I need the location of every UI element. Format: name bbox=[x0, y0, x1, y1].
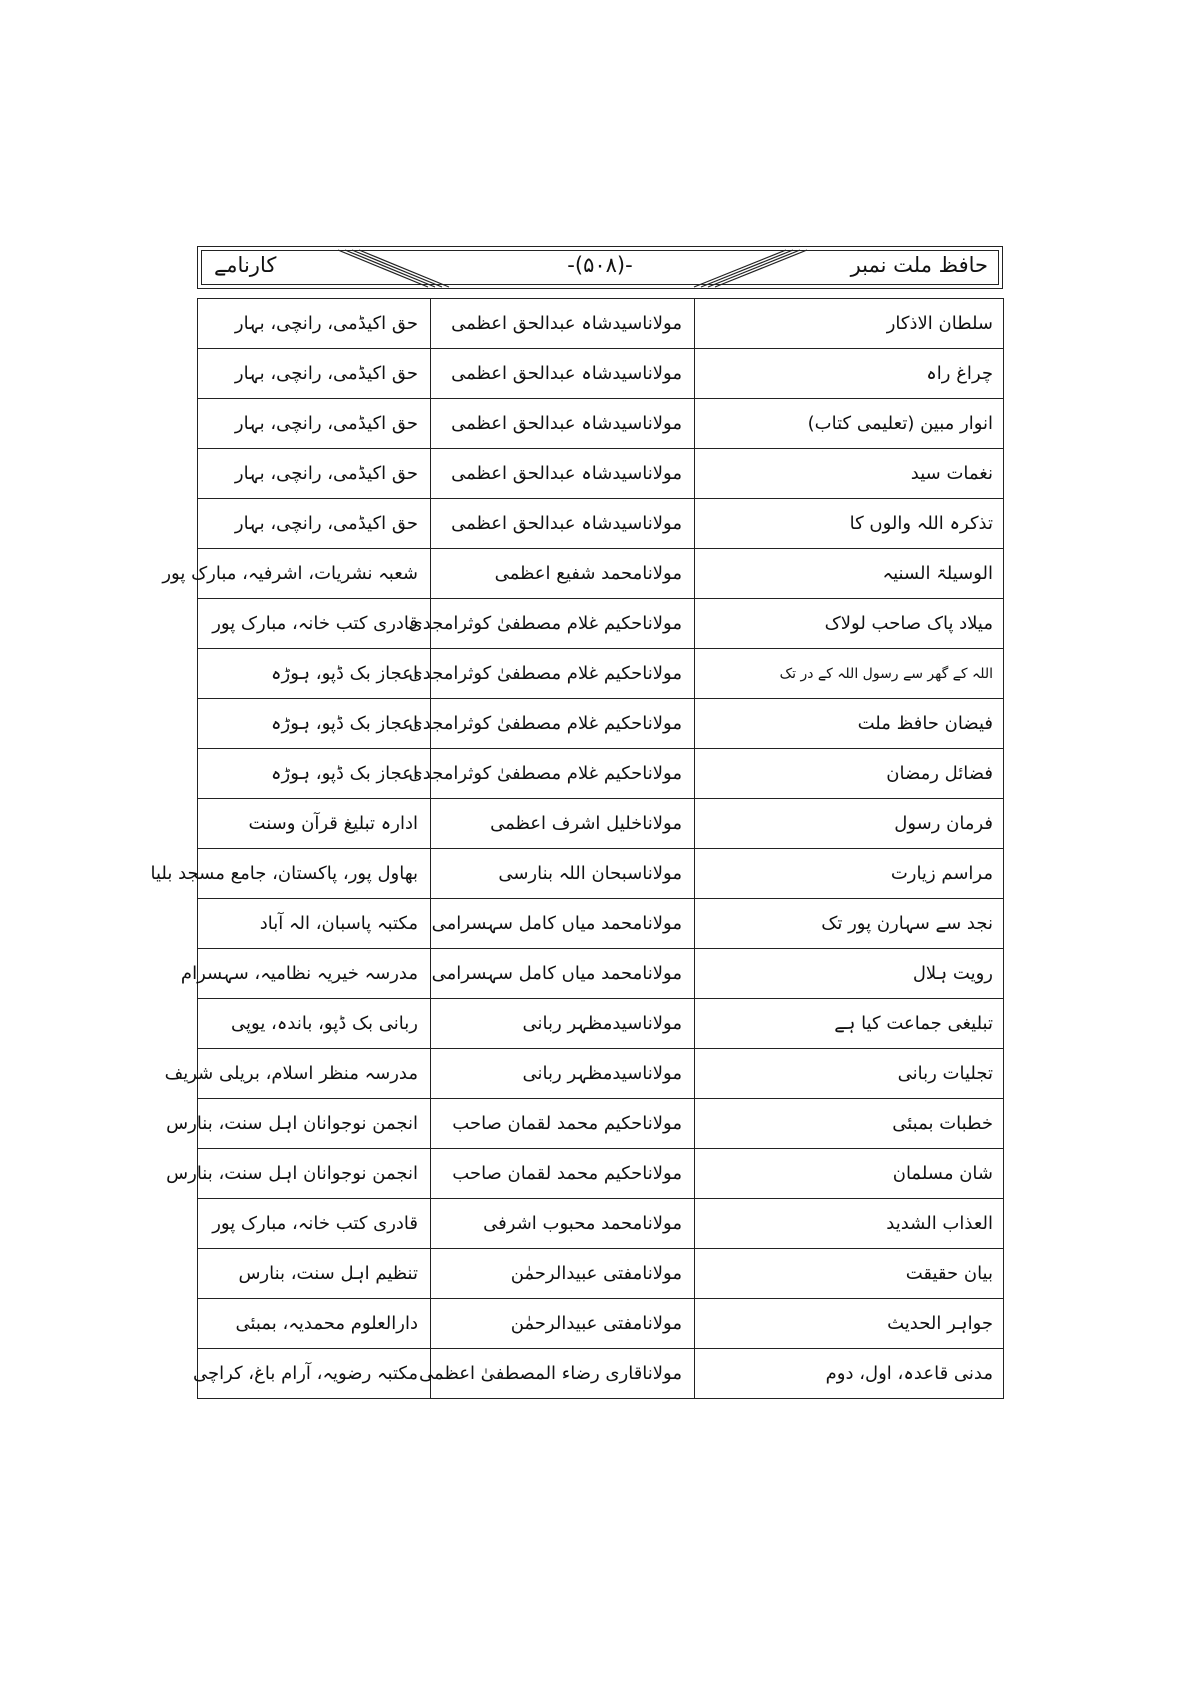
table-row bbox=[198, 1299, 1004, 1349]
author-cell: مولاناحکیم غلام مصطفیٰ کوثرامجدی bbox=[431, 749, 695, 799]
book-title-cell: تبلیغی جماعت کیا ہے bbox=[695, 999, 1004, 1049]
publisher-cell: بھاول پور، پاکستان، جامع مسجد بلیا bbox=[198, 849, 431, 899]
author-cell: مولاناسیدشاہ عبدالحق اعظمی bbox=[431, 299, 695, 349]
book-title-cell: سلطان الاذکار bbox=[695, 299, 1004, 349]
book-title-cell: فرمان رسول bbox=[695, 799, 1004, 849]
table-row bbox=[198, 599, 1004, 649]
table-row bbox=[198, 949, 1004, 999]
book-title-cell: الوسیلۃ السنیہ bbox=[695, 549, 1004, 599]
book-title-cell: العذاب الشدید bbox=[695, 1199, 1004, 1249]
author-cell: مولاناسبحان اللہ بنارسی bbox=[431, 849, 695, 899]
author-cell: مولانامحمد محبوب اشرفی bbox=[431, 1199, 695, 1249]
table-row bbox=[198, 449, 1004, 499]
book-title-header: حافظ ملت نمبر bbox=[850, 253, 988, 277]
table-row bbox=[198, 499, 1004, 549]
table-row bbox=[198, 799, 1004, 849]
author-cell: مولاناخلیل اشرف اعظمی bbox=[431, 799, 695, 849]
page-header bbox=[197, 246, 1003, 289]
books-table-body bbox=[150, 299, 1004, 1399]
table-row bbox=[198, 1249, 1004, 1299]
publisher-cell: حق اکیڈمی، رانچی، بہار bbox=[198, 299, 431, 349]
publisher-cell: ادارہ تبلیغ قرآن وسنت bbox=[198, 799, 431, 849]
table-row bbox=[198, 1149, 1004, 1199]
book-title-cell: فیضان حافظ ملت bbox=[695, 699, 1004, 749]
book-title-cell: انوار مبین (تعلیمی کتاب) bbox=[695, 399, 1004, 449]
table-row bbox=[198, 649, 1004, 699]
table-row bbox=[198, 399, 1004, 449]
author-cell: مولاناسیدمظہر ربانی bbox=[431, 1049, 695, 1099]
book-title-cell: بیان حقیقت bbox=[695, 1249, 1004, 1299]
table-row bbox=[198, 1349, 1004, 1399]
publisher-cell: ربانی بک ڈپو، باندہ، یوپی bbox=[198, 999, 431, 1049]
author-cell: مولاناسیدمظہر ربانی bbox=[431, 999, 695, 1049]
author-cell: مولانامحمد شفیع اعظمی bbox=[431, 549, 695, 599]
book-title-cell: تذکرہ اللہ والوں کا bbox=[695, 499, 1004, 549]
publisher-cell: انجمن نوجوانان اہل سنت، بنارس bbox=[198, 1149, 431, 1199]
author-cell: مولانامحمد میاں کامل سہسرامی bbox=[431, 949, 695, 999]
book-title-cell: مدنی قاعدہ، اول، دوم bbox=[695, 1349, 1004, 1399]
table-row bbox=[198, 899, 1004, 949]
table-row bbox=[198, 299, 1004, 349]
publisher-cell: دارالعلوم محمدیہ، بمبئی bbox=[198, 1299, 431, 1349]
table-row bbox=[198, 699, 1004, 749]
publisher-cell: حق اکیڈمی، رانچی، بہار bbox=[198, 399, 431, 449]
publisher-cell: قادری کتب خانہ، مبارک پور bbox=[198, 1199, 431, 1249]
table-row bbox=[198, 849, 1004, 899]
section-title-header: کارنامے bbox=[214, 253, 277, 277]
page-number: -(۵۰۸)- bbox=[567, 253, 633, 277]
book-title-cell: میلاد پاک صاحب لولاک bbox=[695, 599, 1004, 649]
table-row bbox=[198, 1099, 1004, 1149]
publisher-cell: اعجاز بک ڈپو، ہوڑہ bbox=[198, 649, 431, 699]
author-cell: مولاناحکیم محمد لقمان صاحب bbox=[431, 1099, 695, 1149]
book-title-cell: اللہ کے گھر سے رسول اللہ کے در تک bbox=[695, 649, 1004, 699]
author-cell: مولانامفتی عبیدالرحمٰن bbox=[431, 1249, 695, 1299]
author-cell: مولاناحکیم محمد لقمان صاحب bbox=[431, 1149, 695, 1199]
publisher-cell: مکتبہ رضویہ، آرام باغ، کراچی bbox=[198, 1349, 431, 1399]
publisher-cell: مدرسہ خیریہ نظامیہ، سہسرام bbox=[198, 949, 431, 999]
author-cell: مولاناسیدشاہ عبدالحق اعظمی bbox=[431, 349, 695, 399]
author-cell: مولاناحکیم غلام مصطفیٰ کوثرامجدی bbox=[431, 599, 695, 649]
book-title-cell: نجد سے سہارن پور تک bbox=[695, 899, 1004, 949]
book-title-cell: خطبات بمبئی bbox=[695, 1099, 1004, 1149]
author-cell: مولانامفتی عبیدالرحمٰن bbox=[431, 1299, 695, 1349]
author-cell: مولاناسیدشاہ عبدالحق اعظمی bbox=[431, 399, 695, 449]
publisher-cell: حق اکیڈمی، رانچی، بہار bbox=[198, 449, 431, 499]
publisher-cell: شعبہ نشریات، اشرفیہ، مبارک پور bbox=[198, 549, 431, 599]
book-title-cell: رویت ہلال bbox=[695, 949, 1004, 999]
table-row bbox=[198, 1199, 1004, 1249]
book-title-cell: تجلیات ربانی bbox=[695, 1049, 1004, 1099]
author-cell: مولانامحمد میاں کامل سہسرامی bbox=[431, 899, 695, 949]
publisher-cell: قادری کتب خانہ، مبارک پور bbox=[198, 599, 431, 649]
publisher-cell: مکتبہ پاسبان، الہ آباد bbox=[198, 899, 431, 949]
table-row bbox=[198, 349, 1004, 399]
table-row bbox=[198, 749, 1004, 799]
publisher-cell: حق اکیڈمی، رانچی، بہار bbox=[198, 499, 431, 549]
table-row bbox=[198, 549, 1004, 599]
author-cell: مولاناحکیم غلام مصطفیٰ کوثرامجدی bbox=[431, 699, 695, 749]
book-title-cell: چراغ راہ bbox=[695, 349, 1004, 399]
table-row bbox=[198, 999, 1004, 1049]
book-title-cell: مراسم زیارت bbox=[695, 849, 1004, 899]
publisher-cell: اعجاز بک ڈپو، ہوڑہ bbox=[198, 699, 431, 749]
author-cell: مولاناسیدشاہ عبدالحق اعظمی bbox=[431, 449, 695, 499]
books-table bbox=[150, 298, 1004, 1399]
book-title-cell: نغمات سید bbox=[695, 449, 1004, 499]
author-cell: مولاناقاری رضاء المصطفیٰ اعظمی bbox=[431, 1349, 695, 1399]
publisher-cell: مدرسہ منظر اسلام، بریلی شریف bbox=[198, 1049, 431, 1099]
author-cell: مولاناحکیم غلام مصطفیٰ کوثرامجدی bbox=[431, 649, 695, 699]
publisher-cell: اعجاز بک ڈپو، ہوڑہ bbox=[198, 749, 431, 799]
book-title-cell: شان مسلمان bbox=[695, 1149, 1004, 1199]
publisher-cell: حق اکیڈمی، رانچی، بہار bbox=[198, 349, 431, 399]
book-title-cell: فضائل رمضان bbox=[695, 749, 1004, 799]
publisher-cell: تنظیم اہل سنت، بنارس bbox=[198, 1249, 431, 1299]
publisher-cell: انجمن نوجوانان اہل سنت، بنارس bbox=[198, 1099, 431, 1149]
book-title-cell: جواہر الحدیث bbox=[695, 1299, 1004, 1349]
table-row bbox=[198, 1049, 1004, 1099]
author-cell: مولاناسیدشاہ عبدالحق اعظمی bbox=[431, 499, 695, 549]
